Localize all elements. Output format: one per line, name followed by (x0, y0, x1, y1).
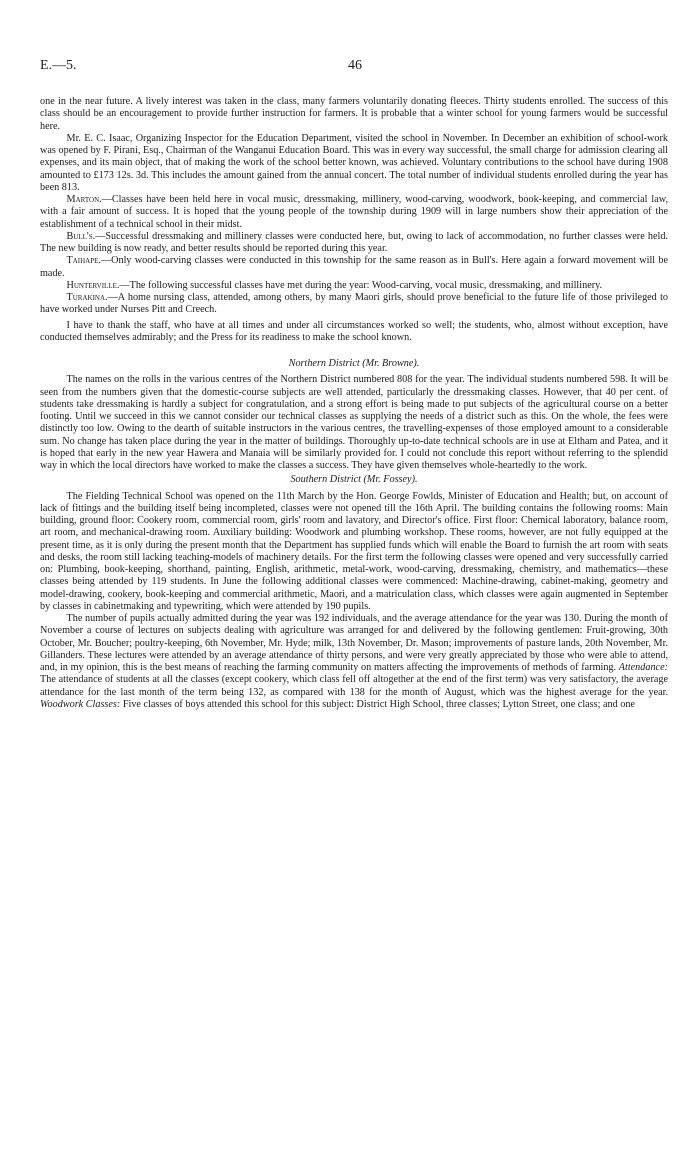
paragraph-fielding-school: The Fielding Technical School was opened on the 11th March by the Hon. George Fowlds, Minister of Education and Health; but, on account of lack of fittings and the building itself being incompleted, classes were not opened till the 16th April. The building contains the following rooms: Main building, ground floor: Cookery room, commercial room, girls' room and lavatory, and Director's office. First floor: Chemical laboratory, balance room, art room, and mechanical-drawing room. Auxiliary building: Woodwork and plumbing workshop. These rooms, however, are not fully equipped at the present time, as it is only during the present month that the Department has supplied funds which will enable the Board to furnish the art room with seats and desks, the room still lacking teaching-models of machinery details. For the first term the following classes were opened and very successfully carried on: Plumbing, book-keeping, shorthand, painting, English, arithmetic, metal-work, wood-carving, dressmaking, chemistry, and mathematics—these classes being attended by 119 students. In June the following additional classes were commenced: Machine-drawing, cabinet-making, geometry and model-drawing, cookery, book-keeping and commercial arithmetic, Maori, and a matriculation class, which classes were again augmented in September by classes in cabinetmaking and typewriting, which were attended by 190 pupils. (40, 490, 668, 612)
paragraph-pupils-lectures: The number of pupils actually admitted during the year was 192 individuals, and the average attendance for the year was 130. During the month of November a course of lectures on subjects dealing with agriculture was arranged for and delivered by the following gentlemen: Fruit-growing, 30th October, Mr. Boucher; poultry-keeping, 6th November, Mr. Hyde; milk, 13th November, Dr. Mason; improvements of pasture lands, 20th November, Mr. Gillanders. These lectures were attended by an average attendance of thirty persons, and were very greatly appreciated by those who were able to attend, and, in my opinion, this is the best means of reaching the farming community on matters affecting the improvements of methods of farming. Attendance: The attendance of students at all the classes (except cookery, which class fell off altogether at the end of the first term) was very satisfactory, the average attendance for the last month of the term being 132, as compared with 138 for the month of August, which was the highest average for the year. Woodwork Classes: Five classes of boys attended this school for this subject: District High School, three classes; Lytton Street, one class; and one (40, 613, 668, 710)
paragraph-turakina: Turakina.—A home nursing class, attended, among others, by many Maori girls, should prove beneficial to the future life of those privileged to have worked under Nurses Pitt and Creech. (40, 292, 668, 316)
place-name: Marton. (66, 194, 102, 205)
page-header (40, 58, 670, 78)
paragraph-thanks: I have to thank the staff, who have at all times and under all circumstances worked so well; the students, who, almost without exception, have conducted themselves admirably; and the Press for its readiness to make the school known. (40, 319, 668, 343)
section-heading-southern: Southern District (Mr. Fossey). (290, 474, 418, 486)
page-number: 46 (348, 58, 362, 73)
paragraph-bulls: Bull's.—Successful dressmaking and millinery classes were conducted here, but, owing to lack of accommodation, no further classes were held. The new building is now ready, and better results should be reported during this year. (40, 230, 668, 254)
paragraph-taihape: Taihape.—Only wood-carving classes were conducted in this township for the same reason as in Bull's. Here again a forward movement will be made. (40, 255, 668, 279)
place-name: Bull's. (66, 230, 96, 242)
woodwork-label: Woodwork Classes: (40, 698, 121, 710)
paragraph-marton: Marton.—Classes have been held here in vocal music, dressmaking, millinery, wood-carving, woodwork, book-keeping, and commercial law, with a fair amount of success. It is hoped that the young people of the township during 1909 will in large numbers show their appreciation of the establishment of a technical school in their midst. (40, 194, 668, 230)
place-name: Turakina. (66, 292, 108, 303)
place-name: Hunterville. (66, 279, 120, 291)
report-reference: E.—5. (40, 58, 77, 73)
paragraph-northern-district: The names on the rolls in the various centres of the Northern District numbered 808 for the year. The individual students numbered 598. It will be seen from the numbers given that the domestic-course subjects are well attended, particularly the dressmaking classes. However, that 40 per cent. of students take dressmaking is hardly a subject for congratulation, and a strong effort is being made to put subjects of the agricultural course on a better footing. Until we succeed in this we cannot consider our technical classes as supplying the needs of a district such as this. On the whole, the fees were distinctly too low. Owing to the dearth of suitable instructors in the various centres, the travelling-expenses of those employed amount to a considerable sum. No change has taken place during the year in the matter of buildings. Thoroughly up-to-date technical schools are in use at Eltham and Patea, and it is hoped that early in the new year Hawera and Manaia will be similarly provided for. I could not conclude this report without referring to the splendid way in which the local directors have worked to make the classes a success. They have given themselves whole-heartedly to the work. (40, 374, 668, 471)
paragraph-inspector-visit: Mr. E. C. Isaac, Organizing Inspector for the Education Department, visited the school in November. In December an exhibition of school-work was opened by F. Pirani, Esq., Chairman of the Wanganui Education Board. This was in every way successful, the small charge for admission clearing all expenses, and its main object, that of making the work of the school better known, was achieved. Voluntary contributions to the school have during 1908 amounted to £173 12s. 3d. This includes the amount gained from the annual concert. The total number of individual students enrolled during the year has been 813. (40, 132, 668, 193)
paragraph-hunterville: Hunterville.—The following successful classes have met during the year: Wood-carving, vocal music, dressmaking, and millinery. (66, 279, 603, 291)
attendance-label: Attendance: (618, 662, 668, 673)
section-heading-northern: Northern District (Mr. Browne). (288, 358, 420, 369)
place-name: Taihape. (66, 255, 101, 267)
paragraph-continued: one in the near future. A lively interest was taken in the class, many farmers voluntarily donating fleeces. Thirty students enrolled. The success of this class should be an encouragement to provide further instruction for farmers. It is probable that a winter school for young farmers would be successful here. (40, 96, 668, 132)
report-body (40, 96, 668, 711)
